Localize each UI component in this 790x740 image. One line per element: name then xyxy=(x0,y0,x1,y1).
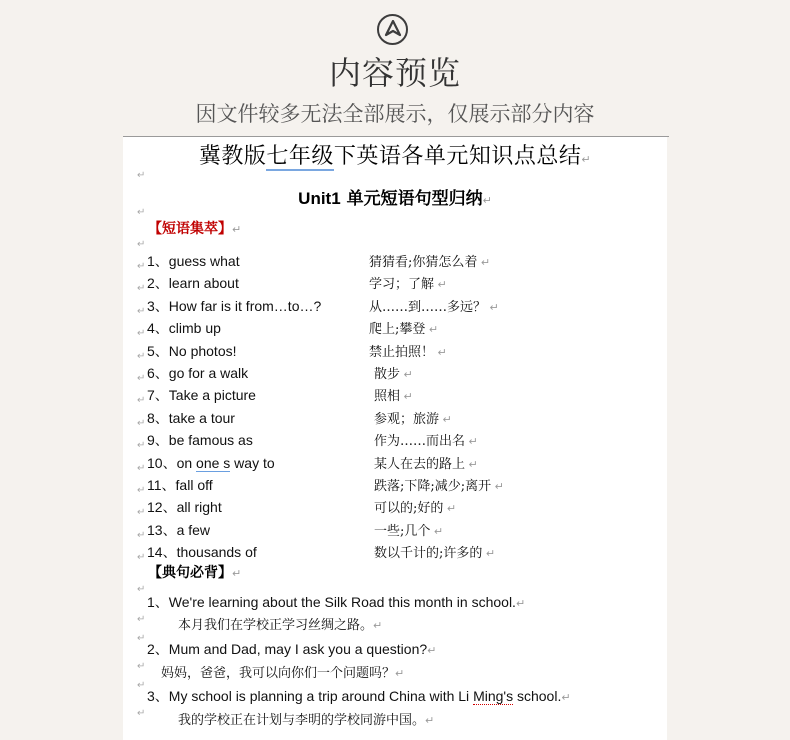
return-mark-icon: ↵ xyxy=(137,373,146,384)
page-top-edge xyxy=(123,136,669,137)
phrase-zh: 照相 ↵ xyxy=(374,389,413,405)
return-mark-icon: ↵ xyxy=(137,584,146,595)
phrase-zh: 猜猜看;你猜怎么着 ↵ xyxy=(369,255,491,270)
return-mark-icon: ↵ xyxy=(137,462,146,474)
phrase-en: 10、on one s way to xyxy=(147,454,275,471)
return-mark-icon: ↵ xyxy=(400,368,413,381)
sentence-en: 3、My school is planning a trip around China with Li Ming's school.↵ xyxy=(147,688,571,704)
phrase-zh: 跌落;下降;减少;离开 ↵ xyxy=(374,479,504,494)
return-mark-icon: ↵ xyxy=(434,345,447,359)
return-mark-icon: ↵ xyxy=(137,207,146,218)
phrase-zh: 从……到……多远？ ↵ xyxy=(369,299,499,315)
return-mark-icon: ↵ xyxy=(477,256,491,269)
phrase-en: 2、learn about xyxy=(147,275,239,292)
return-mark-icon: ↵ xyxy=(425,323,439,337)
phrase-zh: 爬上;攀登 ↵ xyxy=(369,322,439,338)
return-mark-icon: ↵ xyxy=(137,239,146,250)
title-text: 冀教版七年级下英语各单元知识点总结 xyxy=(198,144,582,169)
document-page xyxy=(123,136,667,740)
sentence-zh: 妈妈，爸爸，我可以向你们一个问题吗？↵ xyxy=(161,666,405,681)
phrase-en: 13、a few xyxy=(147,521,211,538)
return-mark-icon: ↵ xyxy=(137,614,146,625)
phrase-zh: 学习；了解 ↵ xyxy=(369,277,447,293)
phrase-zh: 散步 ↵ xyxy=(374,367,413,382)
phrase-zh: 参观；旅游 ↵ xyxy=(374,411,452,427)
phrase-zh: 可以的;好的 ↵ xyxy=(374,501,457,517)
return-mark-icon: ↵ xyxy=(486,300,499,314)
return-mark-icon: ↵ xyxy=(137,708,146,719)
phrase-zh: 某人在去的路上 ↵ xyxy=(374,456,478,472)
phrase-en: 3、How far is it from…to…? xyxy=(147,297,322,314)
phrase-zh: 禁止拍照！ ↵ xyxy=(369,344,447,360)
return-mark-icon: ↵ xyxy=(439,412,452,426)
return-mark-icon: ↵ xyxy=(465,435,478,449)
phrase-zh: 数以千计的;许多的 ↵ xyxy=(374,546,496,562)
return-mark-icon: ↵ xyxy=(137,170,146,181)
return-mark-icon: ↵ xyxy=(137,680,146,691)
up-arrow-circle-icon[interactable] xyxy=(377,14,408,45)
preview-header xyxy=(0,0,790,136)
return-mark-icon: ↵ xyxy=(137,283,146,295)
preview-subtitle: 因文件较多无法全部展示，仅展示部分内容 xyxy=(195,102,595,126)
unit-title: Unit1 单元短语句型归纳↵ xyxy=(298,189,492,209)
phrase-en: 1、guess what xyxy=(147,253,240,269)
return-mark-icon: ↵ xyxy=(137,350,146,362)
phrase-zh: 一些;几个 ↵ xyxy=(374,523,444,539)
return-mark-icon: ↵ xyxy=(430,524,444,538)
return-mark-icon: ↵ xyxy=(137,633,146,644)
phrase-en: 14、thousands of xyxy=(147,544,257,561)
return-mark-icon: ↵ xyxy=(465,457,478,471)
return-mark-icon: ↵ xyxy=(491,480,504,493)
return-mark-icon: ↵ xyxy=(137,417,146,429)
phrase-en: 8、take a tour xyxy=(147,409,235,426)
phrase-en: 11、fall off xyxy=(147,477,213,493)
phrase-en: 7、Take a picture xyxy=(147,387,256,404)
phrase-en: 12、all right xyxy=(147,499,222,516)
phrases-heading: 【短语集萃】↵ xyxy=(148,221,242,237)
return-mark-icon: ↵ xyxy=(137,305,146,317)
phrase-en: 6、go for a walk xyxy=(147,365,249,381)
return-mark-icon: ↵ xyxy=(137,261,146,272)
return-mark-icon: ↵ xyxy=(482,547,496,561)
phrase-en: 4、climb up xyxy=(147,320,221,337)
document-title xyxy=(123,139,667,170)
sentence-en: 1、We're learning about the Silk Road this month in school.↵ xyxy=(147,594,526,610)
preview-title: 内容预览 xyxy=(328,54,461,92)
return-mark-icon: ↵ xyxy=(137,395,146,407)
sentence-zh: 我的学校正在计划与李明的学校同游中国。↵ xyxy=(178,713,435,728)
return-mark-icon: ↵ xyxy=(581,153,592,166)
return-mark-icon: ↵ xyxy=(137,529,146,541)
phrase-en: 9、be famous as xyxy=(147,432,253,449)
sentence-zh: 本月我们在学校正学习丝绸之路。↵ xyxy=(178,618,383,633)
sentence-en: 2、Mum and Dad, may I ask you a question?↵ xyxy=(147,641,437,657)
return-mark-icon: ↵ xyxy=(137,485,146,496)
return-mark-icon: ↵ xyxy=(434,278,447,292)
return-mark-icon: ↵ xyxy=(137,328,146,340)
sentences-heading: 【典句必背】↵ xyxy=(148,565,242,581)
phrase-zh: 作为……而出名 ↵ xyxy=(374,434,478,450)
return-mark-icon: ↵ xyxy=(137,552,146,564)
return-mark-icon: ↵ xyxy=(443,502,457,516)
return-mark-icon: ↵ xyxy=(137,661,146,672)
return-mark-icon: ↵ xyxy=(400,390,413,404)
return-mark-icon: ↵ xyxy=(137,507,146,519)
return-mark-icon: ↵ xyxy=(137,440,146,452)
phrase-en: 5、No photos! xyxy=(147,342,237,359)
